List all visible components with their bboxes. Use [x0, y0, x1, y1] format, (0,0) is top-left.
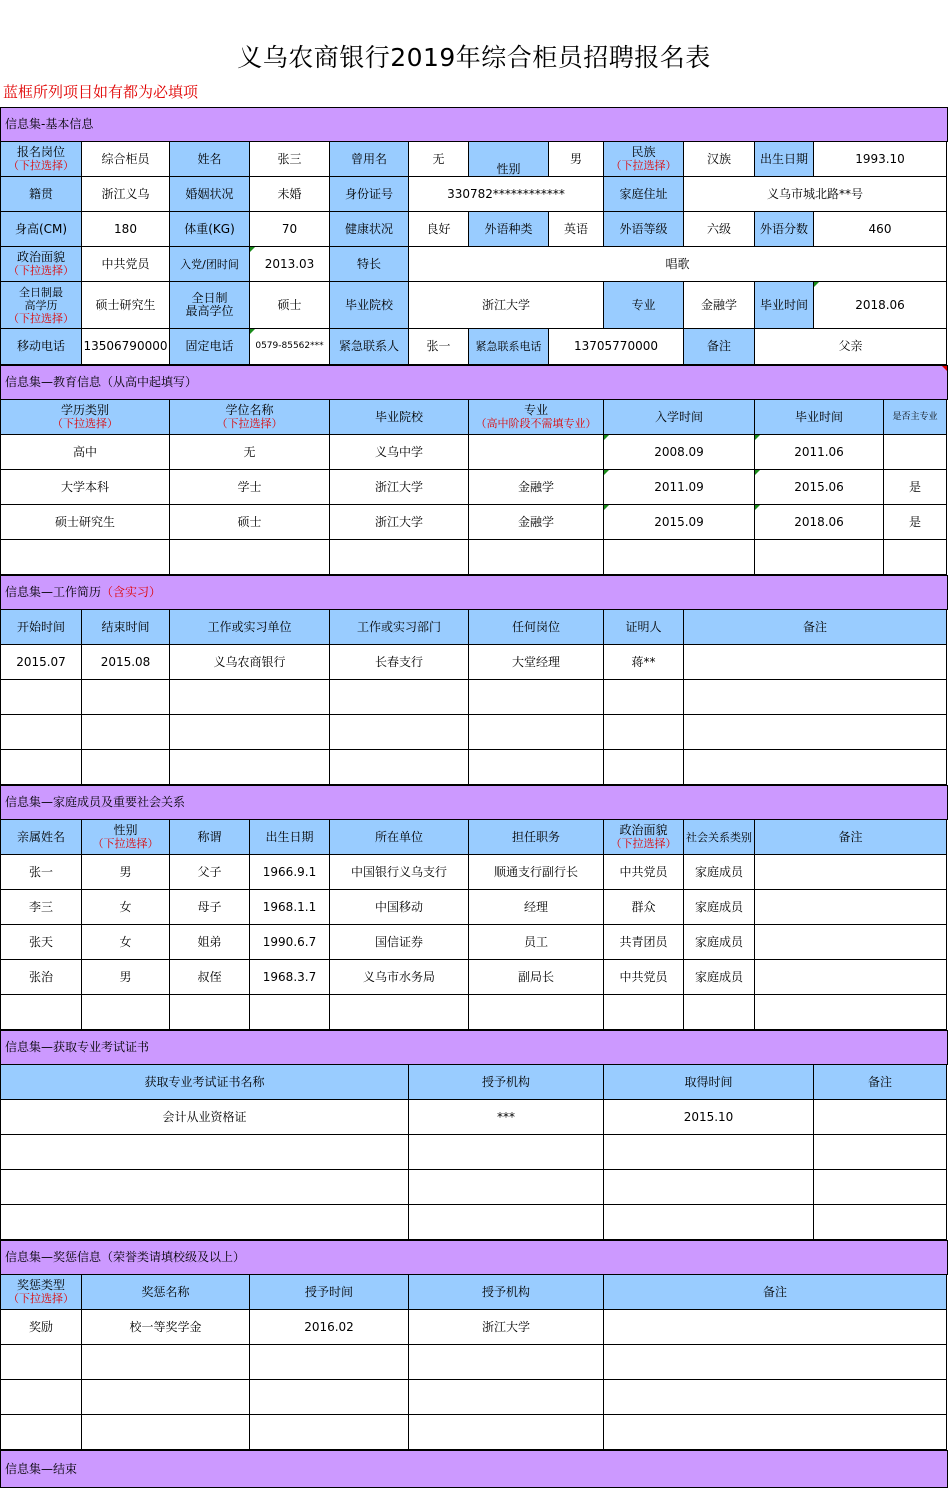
- family-header-2: 称谓: [170, 820, 250, 855]
- work-header-5: 证明人: [604, 610, 684, 645]
- cert-header-3: 备注: [814, 1065, 947, 1100]
- awards-header-4: 备注: [604, 1275, 947, 1310]
- family-cell[interactable]: [469, 995, 604, 1030]
- value-name[interactable]: 张三: [250, 142, 330, 177]
- work-cell[interactable]: [330, 750, 469, 785]
- family-cell[interactable]: 群众: [604, 890, 684, 925]
- awards-header-1: 奖惩名称: [82, 1275, 250, 1310]
- label-position-text: 报名岗位: [16, 145, 65, 159]
- value-grad-time[interactable]: 2018.06: [814, 282, 947, 329]
- family-cell[interactable]: [755, 890, 947, 925]
- family-cell[interactable]: [755, 925, 947, 960]
- edu-cell[interactable]: [884, 540, 947, 575]
- work-cell[interactable]: 2015.07: [0, 645, 82, 680]
- awards-cell[interactable]: [250, 1345, 409, 1380]
- work-cell[interactable]: 2015.08: [82, 645, 170, 680]
- cert-cell[interactable]: ***: [409, 1100, 604, 1135]
- cert-cell[interactable]: 会计从业资格证: [0, 1100, 409, 1135]
- family-cell[interactable]: [330, 995, 469, 1030]
- awards-header-text: 奖惩类型: [16, 1278, 65, 1292]
- value-native[interactable]: 浙江义乌: [82, 177, 170, 212]
- work-cell[interactable]: [330, 715, 469, 750]
- label-health: 健康状况: [330, 212, 409, 247]
- section-family-header: 信息集—家庭成员及重要社会关系: [0, 785, 948, 820]
- label-lang-level: 外语等级: [604, 212, 684, 247]
- edu-header-1: [170, 400, 330, 435]
- work-cell[interactable]: [0, 715, 82, 750]
- family-cell[interactable]: [250, 995, 330, 1030]
- cert-header-2: 取得时间: [604, 1065, 814, 1100]
- family-header-7: [684, 820, 755, 855]
- family-header-text: 社会关系类别: [686, 830, 752, 844]
- work-header-2: 工作或实习单位: [170, 610, 330, 645]
- edu-cell[interactable]: 大学本科: [0, 470, 170, 505]
- label-address: 家庭住址: [604, 177, 684, 212]
- label-marital: 婚姻状况: [170, 177, 250, 212]
- awards-cell[interactable]: [604, 1380, 947, 1415]
- family-cell[interactable]: 张治: [0, 960, 82, 995]
- edu-cell[interactable]: 浙江大学: [330, 505, 469, 540]
- work-cell[interactable]: [170, 750, 330, 785]
- section-cert-header: 信息集—获取专业考试证书: [0, 1030, 948, 1065]
- family-cell[interactable]: 员工: [469, 925, 604, 960]
- awards-header-3: 授予机构: [409, 1275, 604, 1310]
- work-cell[interactable]: [684, 750, 947, 785]
- label-degree-line2: 最高学位: [185, 304, 234, 318]
- cert-cell[interactable]: [0, 1205, 409, 1240]
- edu-header-0: [0, 400, 170, 435]
- edu-cell[interactable]: 高中: [0, 435, 170, 470]
- value-join-date[interactable]: 2013.03: [250, 247, 330, 282]
- value-position[interactable]: 综合柜员: [82, 142, 170, 177]
- label-major: 专业: [604, 282, 684, 329]
- value-height[interactable]: 180: [82, 212, 170, 247]
- edu-cell[interactable]: 2015.09: [604, 505, 755, 540]
- family-cell[interactable]: 国信证券: [330, 925, 469, 960]
- edu-header-text: 学历类别: [60, 403, 109, 417]
- awards-cell[interactable]: [250, 1380, 409, 1415]
- work-cell[interactable]: 蒋**: [604, 645, 684, 680]
- family-cell[interactable]: [604, 995, 684, 1030]
- label-height: 身高(CM): [0, 212, 82, 247]
- label-edu: [0, 282, 82, 329]
- label-gender: 性别: [469, 142, 549, 177]
- awards-cell[interactable]: [409, 1415, 604, 1450]
- edu-header-text: 是否主专业: [892, 411, 938, 422]
- family-cell[interactable]: 家庭成员: [684, 960, 755, 995]
- dropdown-hint: （下拉选择）: [8, 264, 74, 277]
- awards-cell[interactable]: [409, 1380, 604, 1415]
- major-note: （高中阶段不需填专业）: [475, 417, 597, 430]
- work-cell[interactable]: [604, 680, 684, 715]
- family-header-8: 备注: [755, 820, 947, 855]
- dropdown-hint: （下拉选择）: [8, 1292, 74, 1305]
- edu-cell[interactable]: [469, 540, 604, 575]
- work-cell[interactable]: [330, 680, 469, 715]
- edu-cell[interactable]: 2008.09: [604, 435, 755, 470]
- family-cell[interactable]: 男: [82, 855, 170, 890]
- label-birth: 出生日期: [755, 142, 814, 177]
- label-position: [0, 142, 82, 177]
- work-cell[interactable]: 大堂经理: [469, 645, 604, 680]
- section-basic-header: 信息集-基本信息: [0, 107, 948, 142]
- label-political: [0, 247, 82, 282]
- value-political[interactable]: 中共党员: [82, 247, 170, 282]
- value-id[interactable]: 330782************: [409, 177, 604, 212]
- family-cell[interactable]: 中国移动: [330, 890, 469, 925]
- family-cell[interactable]: 家庭成员: [684, 855, 755, 890]
- awards-cell[interactable]: [604, 1310, 947, 1345]
- family-cell[interactable]: 共青团员: [604, 925, 684, 960]
- work-cell[interactable]: [82, 750, 170, 785]
- edu-cell[interactable]: [469, 435, 604, 470]
- cert-cell[interactable]: [814, 1135, 947, 1170]
- edu-cell[interactable]: 义乌中学: [330, 435, 469, 470]
- edu-cell[interactable]: [604, 540, 755, 575]
- edu-cell[interactable]: 2011.06: [755, 435, 884, 470]
- family-header-0: 亲属姓名: [0, 820, 82, 855]
- edu-cell[interactable]: [755, 540, 884, 575]
- value-remark[interactable]: 父亲: [755, 329, 947, 365]
- edu-header-text: 学位名称: [225, 403, 274, 417]
- value-degree[interactable]: 硕士: [250, 282, 330, 329]
- edu-cell[interactable]: [884, 435, 947, 470]
- section-work-suffix: （含实习）: [101, 585, 162, 599]
- edu-cell[interactable]: 金融学: [469, 470, 604, 505]
- form-title: 义乌农商银行2019年综合柜员招聘报名表: [237, 43, 711, 72]
- awards-cell[interactable]: [82, 1345, 250, 1380]
- family-cell[interactable]: [170, 995, 250, 1030]
- edu-cell[interactable]: [170, 540, 330, 575]
- value-school[interactable]: 浙江大学: [409, 282, 604, 329]
- dropdown-hint: （下拉选择）: [52, 417, 118, 430]
- value-landline[interactable]: 0579-85562***: [250, 329, 330, 365]
- edu-header-2: 毕业院校: [330, 400, 469, 435]
- section-work-header: [0, 575, 948, 610]
- cert-cell[interactable]: [604, 1135, 814, 1170]
- edu-cell[interactable]: 2011.09: [604, 470, 755, 505]
- label-emergency: 紧急联系人: [330, 329, 409, 365]
- edu-cell[interactable]: [330, 540, 469, 575]
- cert-cell[interactable]: 2015.10: [604, 1100, 814, 1135]
- family-cell[interactable]: 中共党员: [604, 855, 684, 890]
- section-awards-header: 信息集—奖惩信息（荣誉类请填校级及以上）: [0, 1240, 948, 1275]
- work-header-1: 结束时间: [82, 610, 170, 645]
- value-edu[interactable]: 硕士研究生: [82, 282, 170, 329]
- edu-cell[interactable]: 浙江大学: [330, 470, 469, 505]
- label-specialty: 特长: [330, 247, 409, 282]
- family-cell[interactable]: 1990.6.7: [250, 925, 330, 960]
- family-cell[interactable]: 张天: [0, 925, 82, 960]
- dropdown-hint: （下拉选择）: [610, 837, 677, 850]
- label-mobile: 移动电话: [0, 329, 82, 365]
- work-cell[interactable]: [82, 715, 170, 750]
- value-health[interactable]: 良好: [409, 212, 469, 247]
- value-lang-level[interactable]: 六级: [684, 212, 755, 247]
- value-major[interactable]: 金融学: [684, 282, 755, 329]
- cert-cell[interactable]: [604, 1205, 814, 1240]
- family-cell[interactable]: 中国银行义乌支行: [330, 855, 469, 890]
- value-ethnicity[interactable]: 汉族: [684, 142, 755, 177]
- family-header-5: 担任职务: [469, 820, 604, 855]
- work-cell[interactable]: [0, 680, 82, 715]
- cert-cell[interactable]: [409, 1135, 604, 1170]
- value-mobile[interactable]: 13506790000: [82, 329, 170, 365]
- edu-cell[interactable]: 是: [884, 505, 947, 540]
- family-header-3: 出生日期: [250, 820, 330, 855]
- work-cell[interactable]: [604, 715, 684, 750]
- value-lang-score[interactable]: 460: [814, 212, 947, 247]
- family-cell[interactable]: [755, 960, 947, 995]
- work-header-0: 开始时间: [0, 610, 82, 645]
- family-cell[interactable]: 1968.3.7: [250, 960, 330, 995]
- label-degree: [170, 282, 250, 329]
- work-cell[interactable]: 义乌农商银行: [170, 645, 330, 680]
- label-native: 籍贯: [0, 177, 82, 212]
- family-cell[interactable]: 经理: [469, 890, 604, 925]
- dropdown-hint: （下拉选择）: [8, 159, 74, 172]
- family-cell[interactable]: [82, 995, 170, 1030]
- value-weight[interactable]: 70: [250, 212, 330, 247]
- work-header-4: 任何岗位: [469, 610, 604, 645]
- family-cell[interactable]: 男: [82, 960, 170, 995]
- edu-cell[interactable]: 学士: [170, 470, 330, 505]
- family-cell[interactable]: 母子: [170, 890, 250, 925]
- family-cell[interactable]: 义乌市水务局: [330, 960, 469, 995]
- value-lang-type[interactable]: 英语: [549, 212, 604, 247]
- label-landline: 固定电话: [170, 329, 250, 365]
- label-edu-line2: 高学历: [24, 298, 58, 312]
- work-cell[interactable]: [469, 680, 604, 715]
- awards-cell[interactable]: [250, 1415, 409, 1450]
- work-cell[interactable]: [170, 680, 330, 715]
- work-header-3: 工作或实习部门: [330, 610, 469, 645]
- work-cell[interactable]: [684, 715, 947, 750]
- dropdown-hint: （下拉选择）: [610, 159, 677, 172]
- value-birth[interactable]: 1993.10: [814, 142, 947, 177]
- edu-cell[interactable]: 无: [170, 435, 330, 470]
- cert-cell[interactable]: [409, 1205, 604, 1240]
- label-ethnicity-text: 民族: [631, 145, 656, 159]
- cert-cell[interactable]: [0, 1135, 409, 1170]
- awards-cell[interactable]: 2016.02: [250, 1310, 409, 1345]
- awards-cell[interactable]: 校一等奖学金: [82, 1310, 250, 1345]
- awards-cell[interactable]: [604, 1415, 947, 1450]
- dropdown-hint: （下拉选择）: [216, 417, 283, 430]
- cert-cell[interactable]: [814, 1170, 947, 1205]
- family-cell[interactable]: 1968.1.1: [250, 890, 330, 925]
- work-cell[interactable]: [170, 715, 330, 750]
- label-weight: 体重(KG): [170, 212, 250, 247]
- awards-cell[interactable]: [0, 1415, 82, 1450]
- awards-cell[interactable]: [604, 1345, 947, 1380]
- family-cell[interactable]: 中共党员: [604, 960, 684, 995]
- awards-header-0: [0, 1275, 82, 1310]
- edu-cell[interactable]: [0, 540, 170, 575]
- label-lang-type: 外语种类: [469, 212, 549, 247]
- awards-cell[interactable]: [82, 1415, 250, 1450]
- label-emergency-phone: 紧急联系电话: [469, 329, 549, 365]
- work-header-6: 备注: [684, 610, 947, 645]
- family-cell[interactable]: 父子: [170, 855, 250, 890]
- awards-cell[interactable]: 浙江大学: [409, 1310, 604, 1345]
- required-note: 蓝框所列项目如有都为必填项: [3, 83, 199, 101]
- label-grad-time: 毕业时间: [755, 282, 814, 329]
- label-lang-score: 外语分数: [755, 212, 814, 247]
- label-former-name: 曾用名: [330, 142, 409, 177]
- dropdown-hint: （下拉选择）: [8, 311, 74, 325]
- edu-header-5: 毕业时间: [755, 400, 884, 435]
- edu-cell[interactable]: 2015.06: [755, 470, 884, 505]
- awards-cell[interactable]: [0, 1345, 82, 1380]
- cert-cell[interactable]: [814, 1100, 947, 1135]
- edu-cell[interactable]: 是: [884, 470, 947, 505]
- family-header-text: 性别: [113, 823, 138, 837]
- edu-cell[interactable]: 金融学: [469, 505, 604, 540]
- cert-cell[interactable]: [0, 1170, 409, 1205]
- value-emergency-phone[interactable]: 13705770000: [549, 329, 684, 365]
- awards-cell[interactable]: [409, 1345, 604, 1380]
- cert-cell[interactable]: [409, 1170, 604, 1205]
- edu-header-4: 入学时间: [604, 400, 755, 435]
- label-degree-line1: 全日制: [191, 291, 228, 305]
- family-cell[interactable]: 女: [82, 890, 170, 925]
- label-join-date: 入党/团时间: [170, 247, 250, 282]
- edu-cell[interactable]: 2018.06: [755, 505, 884, 540]
- cert-header-0: 获取专业考试证书名称: [0, 1065, 409, 1100]
- work-cell[interactable]: 长春支行: [330, 645, 469, 680]
- family-header-text: 政治面貌: [619, 823, 668, 837]
- family-cell[interactable]: [755, 995, 947, 1030]
- awards-cell[interactable]: 奖励: [0, 1310, 82, 1345]
- value-gender[interactable]: 男: [549, 142, 604, 177]
- family-header-6: [604, 820, 684, 855]
- edu-cell[interactable]: 硕士研究生: [0, 505, 170, 540]
- awards-cell[interactable]: [82, 1380, 250, 1415]
- awards-cell[interactable]: [0, 1380, 82, 1415]
- family-cell[interactable]: 女: [82, 925, 170, 960]
- label-name: 姓名: [170, 142, 250, 177]
- label-id: 身份证号: [330, 177, 409, 212]
- dropdown-hint: （下拉选择）: [92, 837, 159, 850]
- section-work-title: 信息集—工作简历: [5, 585, 102, 599]
- work-cell[interactable]: [469, 715, 604, 750]
- label-ethnicity: [604, 142, 684, 177]
- work-cell[interactable]: [684, 645, 947, 680]
- work-cell[interactable]: [684, 680, 947, 715]
- edu-header-text: 专业: [523, 403, 548, 417]
- label-remark: 备注: [684, 329, 755, 365]
- work-cell[interactable]: [469, 750, 604, 785]
- label-school: 毕业院校: [330, 282, 409, 329]
- family-cell[interactable]: 叔侄: [170, 960, 250, 995]
- cert-cell[interactable]: [604, 1170, 814, 1205]
- family-cell[interactable]: [0, 995, 82, 1030]
- family-cell[interactable]: 李三: [0, 890, 82, 925]
- value-marital[interactable]: 未婚: [250, 177, 330, 212]
- edu-header-3: [469, 400, 604, 435]
- edu-header-6: [884, 400, 947, 435]
- family-cell[interactable]: [755, 855, 947, 890]
- label-political-text: 政治面貌: [16, 250, 65, 264]
- section-education-header: 信息集—教育信息（从高中起填写）: [0, 365, 948, 400]
- section-end-header: 信息集—结束: [0, 1450, 948, 1488]
- family-cell[interactable]: 副局长: [469, 960, 604, 995]
- awards-header-2: 授予时间: [250, 1275, 409, 1310]
- work-cell[interactable]: [0, 750, 82, 785]
- edu-cell[interactable]: 硕士: [170, 505, 330, 540]
- work-cell[interactable]: [82, 680, 170, 715]
- family-cell[interactable]: 家庭成员: [684, 925, 755, 960]
- family-cell[interactable]: 1966.9.1: [250, 855, 330, 890]
- family-cell[interactable]: 顺通支行副行长: [469, 855, 604, 890]
- family-cell[interactable]: 姐弟: [170, 925, 250, 960]
- cert-cell[interactable]: [814, 1205, 947, 1240]
- family-cell[interactable]: 张一: [0, 855, 82, 890]
- work-cell[interactable]: [604, 750, 684, 785]
- value-address[interactable]: 义乌市城北路**号: [684, 177, 947, 212]
- label-edu-line1: 全日制最: [19, 285, 63, 299]
- cert-header-1: 授予机构: [409, 1065, 604, 1100]
- family-cell[interactable]: [684, 995, 755, 1030]
- family-header-1: [82, 820, 170, 855]
- value-former-name[interactable]: 无: [409, 142, 469, 177]
- value-emergency[interactable]: 张一: [409, 329, 469, 365]
- family-header-4: 所在单位: [330, 820, 469, 855]
- value-specialty[interactable]: 唱歌: [409, 247, 947, 282]
- family-cell[interactable]: 家庭成员: [684, 890, 755, 925]
